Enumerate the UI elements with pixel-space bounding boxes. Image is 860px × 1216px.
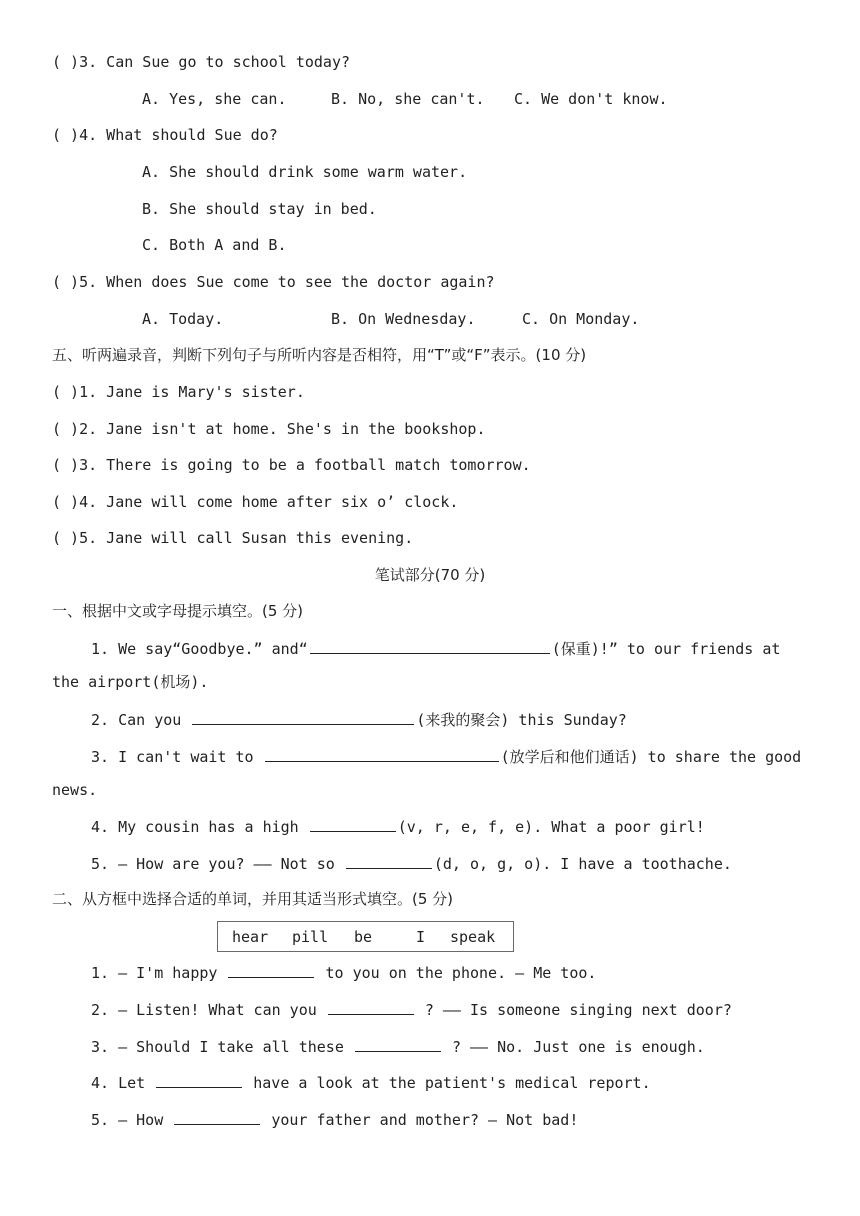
answer-paren: ( ): [52, 126, 80, 144]
item-text: 3. There is going to be a football match tomorrow.: [79, 456, 531, 474]
option-a: A. Yes, she can.: [142, 90, 287, 108]
question-text: your father and mother? — Not bad!: [271, 1111, 579, 1129]
answer-paren: ( ): [52, 53, 80, 71]
fill-question-1: [91, 638, 780, 659]
question-continuation: the airport(机场).: [52, 673, 209, 691]
option-b: B. No, she can't.: [331, 90, 485, 108]
question-text: (d, o, g, o). I have a toothache.: [433, 855, 732, 873]
fill-question-4: [91, 816, 705, 837]
written-part-title: 笔试部分(70 分): [374, 566, 486, 584]
question-text: 3. I can't wait to: [91, 748, 254, 766]
fill-question-5: [91, 853, 732, 874]
question-row: [52, 125, 278, 145]
fill-question-3: [91, 746, 801, 767]
question-text: 5. — How are you? —— Not so: [91, 855, 335, 873]
item-text: 2. Jane isn't at home. She's in the bookshop.: [79, 420, 486, 438]
question-text: 3. Can Sue go to school today?: [79, 53, 351, 71]
question-text: ? —— No. Just one is enough.: [451, 1038, 705, 1056]
option-c: C. We don't know.: [514, 90, 668, 108]
word-box: [217, 921, 514, 952]
option-a: A. Today.: [142, 310, 224, 328]
answer-paren: ( ): [52, 273, 80, 291]
option-a: A. She should drink some warm water.: [142, 163, 468, 181]
answer-paren: ( ): [52, 456, 80, 474]
section-heading: 二、从方框中选择合适的单词，并用其适当形式填空。(5 分): [52, 890, 454, 908]
answer-paren: ( ): [52, 383, 80, 401]
box-word: speak: [450, 928, 496, 946]
question-text: 1. — I'm happy: [91, 964, 218, 982]
box-word: pill: [292, 928, 329, 946]
answer-blank[interactable]: [328, 999, 414, 1015]
fill-question-2: [91, 709, 627, 730]
item-text: 4. Jane will come home after six o’ clock.: [79, 493, 459, 511]
answer-paren: ( ): [52, 420, 80, 438]
answer-paren: ( ): [52, 529, 80, 547]
box-word: hear: [232, 928, 269, 946]
answer-blank[interactable]: [310, 816, 396, 832]
question-text: (放学后和他们通话) to share the good: [500, 748, 802, 766]
question-text: (v, r, e, f, e). What a poor girl!: [397, 818, 705, 836]
fill-question-2: [91, 999, 732, 1020]
question-text: 5. When does Sue come to see the doctor again?: [79, 273, 495, 291]
fill-question-4: [91, 1072, 651, 1093]
question-text: 4. What should Sue do?: [79, 126, 278, 144]
answer-blank[interactable]: [228, 962, 314, 978]
fill-question-1: [91, 962, 596, 983]
section-heading: 五、听两遍录音，判断下列句子与所听内容是否相符，用“T”或“F”表示。(10 分): [52, 346, 587, 364]
question-text: have a look at the patient's medical report.: [253, 1074, 651, 1092]
question-text: ? —— Is someone singing next door?: [424, 1001, 732, 1019]
question-text: to you on the phone. — Me too.: [325, 964, 597, 982]
judge-item: [52, 528, 413, 548]
fill-question-3: [91, 1036, 705, 1057]
question-text: (来我的聚会) this Sunday?: [416, 711, 627, 729]
answer-paren: ( ): [52, 493, 80, 511]
answer-blank[interactable]: [156, 1072, 242, 1088]
question-text: 4. My cousin has a high: [91, 818, 299, 836]
box-word: be: [354, 928, 373, 946]
question-row: [52, 272, 495, 292]
question-text: (保重)!” to our friends at: [551, 640, 781, 658]
answer-blank[interactable]: [174, 1109, 260, 1125]
question-continuation: news.: [52, 781, 98, 799]
question-text: 4. Let: [91, 1074, 146, 1092]
question-text: 2. — Listen! What can you: [91, 1001, 317, 1019]
answer-blank[interactable]: [192, 709, 414, 725]
item-text: 5. Jane will call Susan this evening.: [79, 529, 414, 547]
answer-blank[interactable]: [346, 853, 432, 869]
judge-item: [52, 455, 531, 475]
option-c: C. On Monday.: [522, 310, 640, 328]
question-text: 2. Can you: [91, 711, 182, 729]
section-heading: 一、根据中文或字母提示填空。(5 分): [52, 602, 304, 620]
option-c: C. Both A and B.: [142, 236, 287, 254]
fill-question-5: [91, 1109, 578, 1130]
question-row: [52, 52, 350, 72]
option-b: B. On Wednesday.: [331, 310, 476, 328]
question-text: 5. — How: [91, 1111, 164, 1129]
answer-blank[interactable]: [355, 1036, 441, 1052]
box-word: I: [416, 928, 426, 946]
answer-blank[interactable]: [265, 746, 499, 762]
question-text: 1. We say“Goodbye.” and“: [91, 640, 308, 658]
item-text: 1. Jane is Mary's sister.: [79, 383, 305, 401]
judge-item: [52, 382, 305, 402]
option-b: B. She should stay in bed.: [142, 200, 377, 218]
judge-item: [52, 492, 458, 512]
answer-blank[interactable]: [310, 638, 550, 654]
question-text: 3. — Should I take all these: [91, 1038, 344, 1056]
judge-item: [52, 419, 485, 439]
